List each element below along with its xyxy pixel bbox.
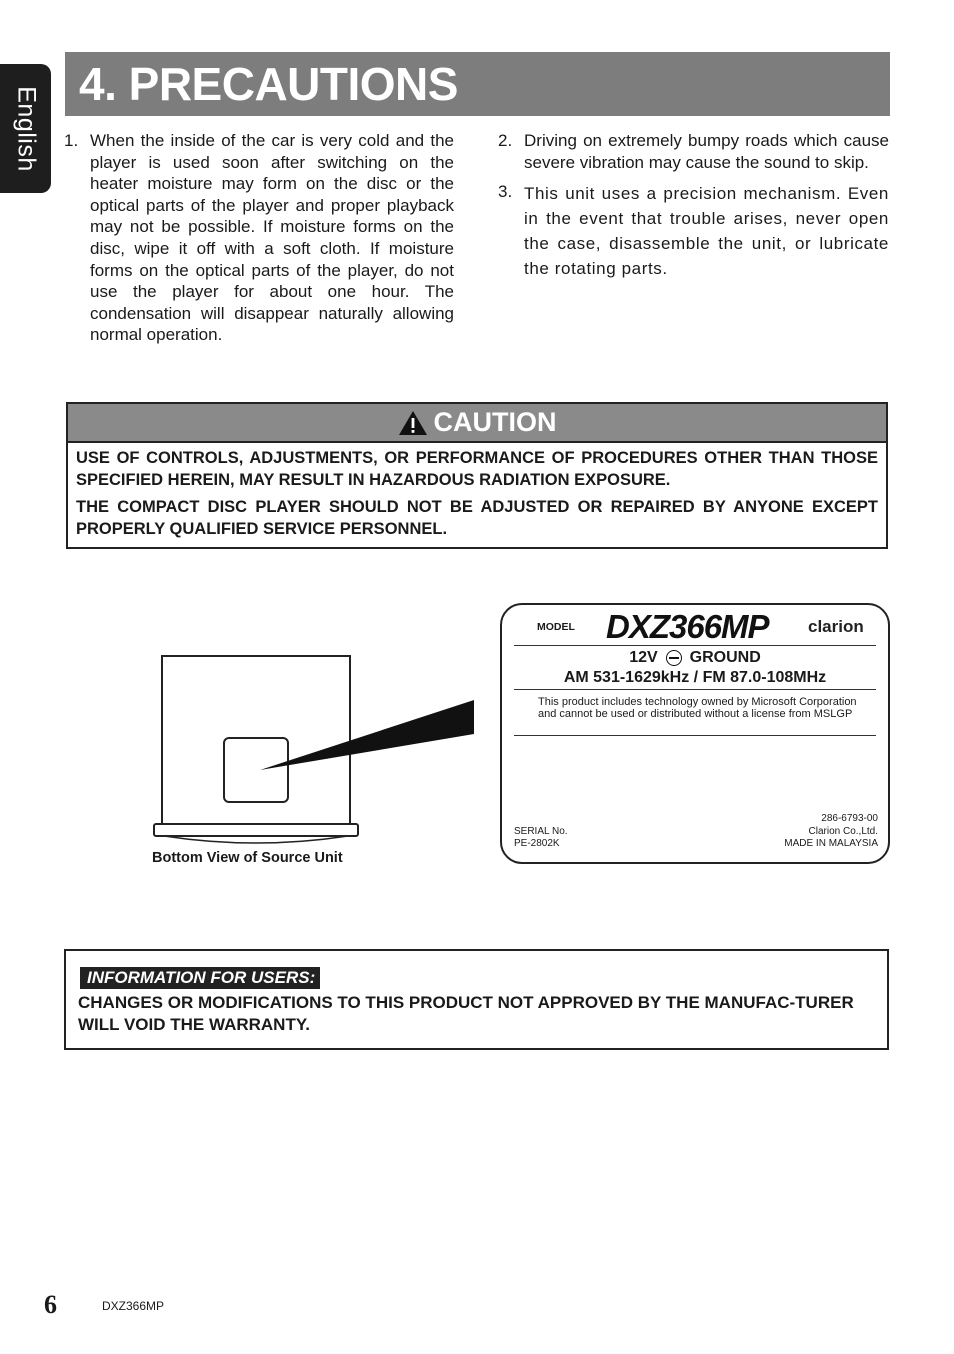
diagram-caption: Bottom View of Source Unit — [152, 850, 343, 866]
page-number: 6 — [44, 1290, 57, 1319]
info-text: CHANGES OR MODIFICATIONS TO THIS PRODUCT NOT APPROVED BY THE MANUFAC-TURER WILL VOID THE WARRANTY. — [78, 993, 854, 1034]
label-brand-logo: clarion — [808, 617, 864, 636]
label-serial — [514, 826, 568, 850]
label-serial-caption: SERIAL No. — [514, 826, 568, 837]
label-divider — [514, 645, 876, 646]
precautions-left-column — [64, 130, 454, 354]
caution-box — [66, 402, 888, 549]
footer-model-name: DXZ366MP — [102, 1299, 165, 1313]
negative-ground-icon — [666, 650, 682, 666]
precaution-item-3 — [498, 181, 889, 281]
label-company: Clarion Co.,Ltd. — [808, 825, 878, 837]
label-model-caption: MODEL — [537, 621, 575, 633]
precaution-item-1 — [64, 130, 454, 346]
caution-header — [68, 404, 886, 443]
precaution-number: 1. — [64, 131, 79, 150]
label-model-name: DXZ366MP — [606, 608, 769, 645]
unit-base-plate — [154, 824, 358, 836]
info-label: INFORMATION FOR USERS: — [80, 967, 320, 989]
caution-paragraph-2: THE COMPACT DISC PLAYER SHOULD NOT BE ADJUSTED OR REPAIRED BY ANYONE EXCEPT PROPERLY QUALIFIED SERVICE PERSONNEL. — [76, 498, 878, 538]
label-serial-value: PE-2802K — [514, 838, 560, 849]
label-origin: MADE IN MALAYSIA — [784, 838, 878, 849]
label-location-marker — [224, 738, 288, 802]
label-manufacturer-info — [784, 813, 878, 851]
caution-body — [68, 443, 886, 540]
warning-triangle-icon — [398, 410, 428, 436]
precaution-text: This unit uses a precision mechanism. Even in the event that trouble arises, never open the case, disassemble the unit, or lubricate the rotating parts. — [524, 184, 889, 279]
label-divider — [514, 689, 876, 690]
label-license-text: This product includes technology owned by Microsoft Corporation and cannot be used or distributed without a license from MSLGP — [538, 696, 857, 720]
page-title: 4. PRECAUTIONS — [79, 58, 458, 110]
label-power-rating — [502, 649, 888, 667]
precaution-text: When the inside of the car is very cold and the player is used soon after switching on the heater moisture may form on the disc or the optical parts of the player and proper playback may not be possible. If moisture forms on the disc, wipe it off with a soft cloth. If moisture forms on the optical parts of the player, do not use the player for about one hour. The condensation will disappear naturally allowing normal operation. — [90, 131, 454, 345]
caution-title: CAUTION — [433, 407, 557, 437]
section-title-bar — [65, 52, 890, 116]
label-frequency: AM 531-1629kHz / FM 87.0-108MHz — [563, 669, 827, 686]
language-tab — [0, 64, 51, 193]
label-part-number: 286-6793-00 — [821, 813, 878, 824]
precautions-right-column — [498, 130, 889, 289]
label-divider — [514, 735, 876, 736]
label-voltage: 12V — [629, 649, 658, 666]
caution-paragraph-1: USE OF CONTROLS, ADJUSTMENTS, OR PERFORMANCE OF PROCEDURES OTHER THAN THOSE SPECIFIED HEREIN, MAY RESULT IN HAZARDOUS RADIATION EXPOSURE. — [76, 449, 878, 489]
unit-base-curve — [164, 836, 348, 843]
precaution-item-2 — [498, 130, 889, 173]
precaution-number: 3. — [498, 182, 513, 202]
information-for-users-box — [64, 949, 889, 1050]
label-ground: GROUND — [689, 649, 761, 666]
product-label-card — [500, 603, 890, 864]
source-unit-bottom-view-drawing — [150, 650, 480, 850]
precaution-number: 2. — [498, 131, 513, 150]
precaution-text: Driving on extremely bumpy roads which cause severe vibration may cause the sound to skip. — [524, 131, 889, 172]
language-label: English — [12, 85, 40, 172]
